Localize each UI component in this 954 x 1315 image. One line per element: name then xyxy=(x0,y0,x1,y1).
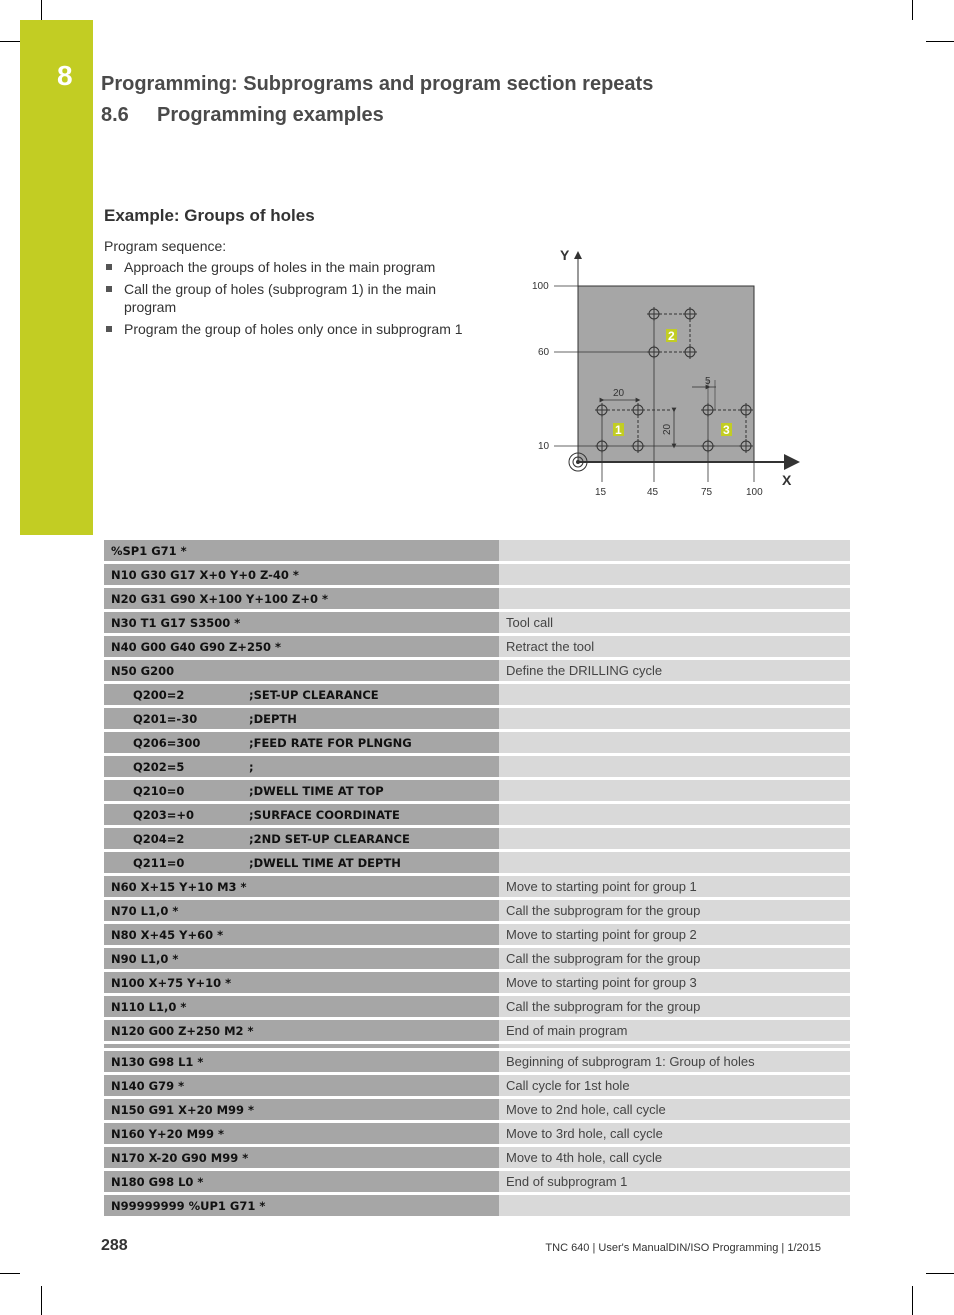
table-row xyxy=(104,1194,850,1218)
table-row xyxy=(104,755,850,779)
code-cell xyxy=(104,1043,499,1050)
crop-mark xyxy=(912,0,913,20)
table-row xyxy=(104,1050,850,1074)
comment-cell xyxy=(499,827,850,851)
y-tick-label: 10 xyxy=(538,441,550,452)
table-row xyxy=(104,683,850,707)
code-cell: N90 L1,0 * xyxy=(104,947,499,971)
table-row xyxy=(104,827,850,851)
code-cell xyxy=(104,683,499,707)
table-row xyxy=(104,899,850,923)
holes-diagram xyxy=(520,240,810,500)
code-cell: N20 G31 G90 X+100 Y+100 Z+0 * xyxy=(104,587,499,611)
comment-cell: Move to 3rd hole, call cycle xyxy=(499,1122,850,1146)
chapter-band xyxy=(20,20,93,535)
list-item-text: Approach the groups of holes in the main program xyxy=(124,259,436,275)
parameter-description: ;FEED RATE FOR PLNGNG xyxy=(249,735,412,750)
comment-cell xyxy=(499,1043,850,1050)
code-cell: N80 X+45 Y+60 * xyxy=(104,923,499,947)
table-row xyxy=(104,995,850,1019)
crop-mark xyxy=(41,0,42,20)
code-cell: N120 G00 Z+250 M2 * xyxy=(104,1019,499,1043)
x-tick-label: 100 xyxy=(746,487,763,498)
comment-cell xyxy=(499,755,850,779)
dimension-label: 20 xyxy=(613,388,625,399)
table-row xyxy=(104,1170,850,1194)
code-cell: N70 L1,0 * xyxy=(104,899,499,923)
intro-text: Program sequence: xyxy=(104,238,227,254)
comment-cell: Retract the tool xyxy=(499,635,850,659)
list-item xyxy=(104,258,474,276)
comment-cell: Call the subprogram for the group xyxy=(499,899,850,923)
comment-cell: End of subprogram 1 xyxy=(499,1170,850,1194)
comment-cell xyxy=(499,779,850,803)
cycle-parameter: Q204=2 xyxy=(133,831,185,846)
section-title xyxy=(101,104,384,127)
comment-cell: Call the subprogram for the group xyxy=(499,995,850,1019)
section-name: Programming examples xyxy=(157,104,384,126)
parameter-description: ; xyxy=(249,759,254,774)
code-cell: N150 G91 X+20 M99 * xyxy=(104,1098,499,1122)
table-row xyxy=(104,947,850,971)
code-cell: N100 X+75 Y+10 * xyxy=(104,971,499,995)
bullet-square-icon xyxy=(106,264,112,270)
comment-cell: Move to starting point for group 3 xyxy=(499,971,850,995)
bullet-list xyxy=(104,258,474,342)
dimension-label: 20 xyxy=(662,423,673,435)
program-table xyxy=(104,540,850,1219)
table-row xyxy=(104,1074,850,1098)
table-row xyxy=(104,779,850,803)
comment-cell: Define the DRILLING cycle xyxy=(499,659,850,683)
comment-cell xyxy=(499,683,850,707)
code-cell: N110 L1,0 * xyxy=(104,995,499,1019)
code-cell: %SP1 G71 * xyxy=(104,540,499,563)
comment-cell xyxy=(499,540,850,563)
cycle-parameter: Q211=0 xyxy=(133,855,185,870)
cycle-parameter: Q200=2 xyxy=(133,687,185,702)
group-label-1: 1 xyxy=(615,423,622,437)
bullet-square-icon xyxy=(106,326,112,332)
comment-cell xyxy=(499,803,850,827)
cycle-parameter: Q203=+0 xyxy=(133,807,195,822)
code-cell: N170 X-20 G90 M99 * xyxy=(104,1146,499,1170)
code-cell xyxy=(104,731,499,755)
table-row xyxy=(104,803,850,827)
table-row xyxy=(104,707,850,731)
code-cell: N50 G200 xyxy=(104,659,499,683)
bullet-square-icon xyxy=(106,286,112,292)
chapter-title: Programming: Subprograms and program section repeats xyxy=(101,73,654,95)
comment-cell xyxy=(499,587,850,611)
table-row xyxy=(104,587,850,611)
comment-cell: Move to starting point for group 2 xyxy=(499,923,850,947)
section-number: 8.6 xyxy=(101,104,129,126)
code-cell xyxy=(104,827,499,851)
x-axis-label: X xyxy=(782,472,792,488)
comment-cell: Move to 4th hole, call cycle xyxy=(499,1146,850,1170)
table-row xyxy=(104,611,850,635)
comment-cell xyxy=(499,707,850,731)
comment-cell xyxy=(499,563,850,587)
table-row xyxy=(104,1019,850,1043)
table-row xyxy=(104,1122,850,1146)
x-tick-label: 15 xyxy=(595,487,607,498)
comment-cell: Call cycle for 1st hole xyxy=(499,1074,850,1098)
crop-mark xyxy=(0,1273,20,1274)
comment-cell xyxy=(499,1194,850,1218)
list-item xyxy=(104,320,474,338)
code-cell xyxy=(104,851,499,875)
code-cell: N40 G00 G40 G90 Z+250 * xyxy=(104,635,499,659)
group-label-2: 2 xyxy=(668,329,675,343)
comment-cell xyxy=(499,851,850,875)
cycle-parameter: Q206=300 xyxy=(133,735,201,750)
crop-mark xyxy=(926,41,954,42)
code-cell: N160 Y+20 M99 * xyxy=(104,1122,499,1146)
parameter-description: ;2ND SET-UP CLEARANCE xyxy=(249,831,410,846)
parameter-description: ;DWELL TIME AT TOP xyxy=(249,783,384,798)
code-cell: N30 T1 G17 S3500 * xyxy=(104,611,499,635)
code-cell: N140 G79 * xyxy=(104,1074,499,1098)
code-cell xyxy=(104,803,499,827)
comment-cell: Call the subprogram for the group xyxy=(499,947,850,971)
parameter-description: ;DEPTH xyxy=(249,711,297,726)
table-row xyxy=(104,731,850,755)
table-row xyxy=(104,635,850,659)
table-row xyxy=(104,923,850,947)
list-item xyxy=(104,280,474,316)
table-row xyxy=(104,1146,850,1170)
crop-mark xyxy=(0,41,20,42)
table-row xyxy=(104,540,850,563)
page-number: 288 xyxy=(101,1237,128,1254)
code-cell: N60 X+15 Y+10 M3 * xyxy=(104,875,499,899)
table-row xyxy=(104,659,850,683)
y-tick-label: 60 xyxy=(538,347,550,358)
crop-mark xyxy=(912,1286,913,1315)
x-tick-label: 75 xyxy=(701,487,713,498)
example-heading: Example: Groups of holes xyxy=(104,206,315,225)
x-tick-label: 45 xyxy=(647,487,659,498)
table-row xyxy=(104,875,850,899)
code-cell xyxy=(104,707,499,731)
code-cell: N99999999 %UP1 G71 * xyxy=(104,1194,499,1218)
table-row xyxy=(104,851,850,875)
chapter-number: 8 xyxy=(57,60,73,91)
footer-text: TNC 640 | User's ManualDIN/ISO Programming | 1/2015 xyxy=(545,1242,821,1254)
code-cell xyxy=(104,755,499,779)
cycle-parameter: Q201=-30 xyxy=(133,711,198,726)
parameter-description: ;DWELL TIME AT DEPTH xyxy=(249,855,401,870)
code-cell: N10 G30 G17 X+0 Y+0 Z-40 * xyxy=(104,563,499,587)
comment-cell: Move to 2nd hole, call cycle xyxy=(499,1098,850,1122)
crop-mark xyxy=(41,1286,42,1315)
y-axis-label: Y xyxy=(560,247,570,263)
parameter-description: ;SET-UP CLEARANCE xyxy=(249,687,379,702)
table-row xyxy=(104,971,850,995)
comment-cell: Tool call xyxy=(499,611,850,635)
y-tick-label: 100 xyxy=(532,281,549,292)
comment-cell: Beginning of subprogram 1: Group of holes xyxy=(499,1050,850,1074)
table-row xyxy=(104,563,850,587)
dimension-label: 5 xyxy=(705,376,711,387)
list-item-text: Call the group of holes (subprogram 1) in the main program xyxy=(124,281,437,315)
code-cell: N180 G98 L0 * xyxy=(104,1170,499,1194)
cycle-parameter: Q210=0 xyxy=(133,783,185,798)
code-cell: N130 G98 L1 * xyxy=(104,1050,499,1074)
comment-cell: End of main program xyxy=(499,1019,850,1043)
comment-cell: Move to starting point for group 1 xyxy=(499,875,850,899)
table-row xyxy=(104,1098,850,1122)
crop-mark xyxy=(926,1273,954,1274)
table-separator-row xyxy=(104,1043,850,1050)
cycle-parameter: Q202=5 xyxy=(133,759,185,774)
parameter-description: ;SURFACE COORDINATE xyxy=(249,807,400,822)
group-label-3: 3 xyxy=(723,423,730,437)
code-cell xyxy=(104,779,499,803)
list-item-text: Program the group of holes only once in subprogram 1 xyxy=(124,321,463,337)
comment-cell xyxy=(499,731,850,755)
